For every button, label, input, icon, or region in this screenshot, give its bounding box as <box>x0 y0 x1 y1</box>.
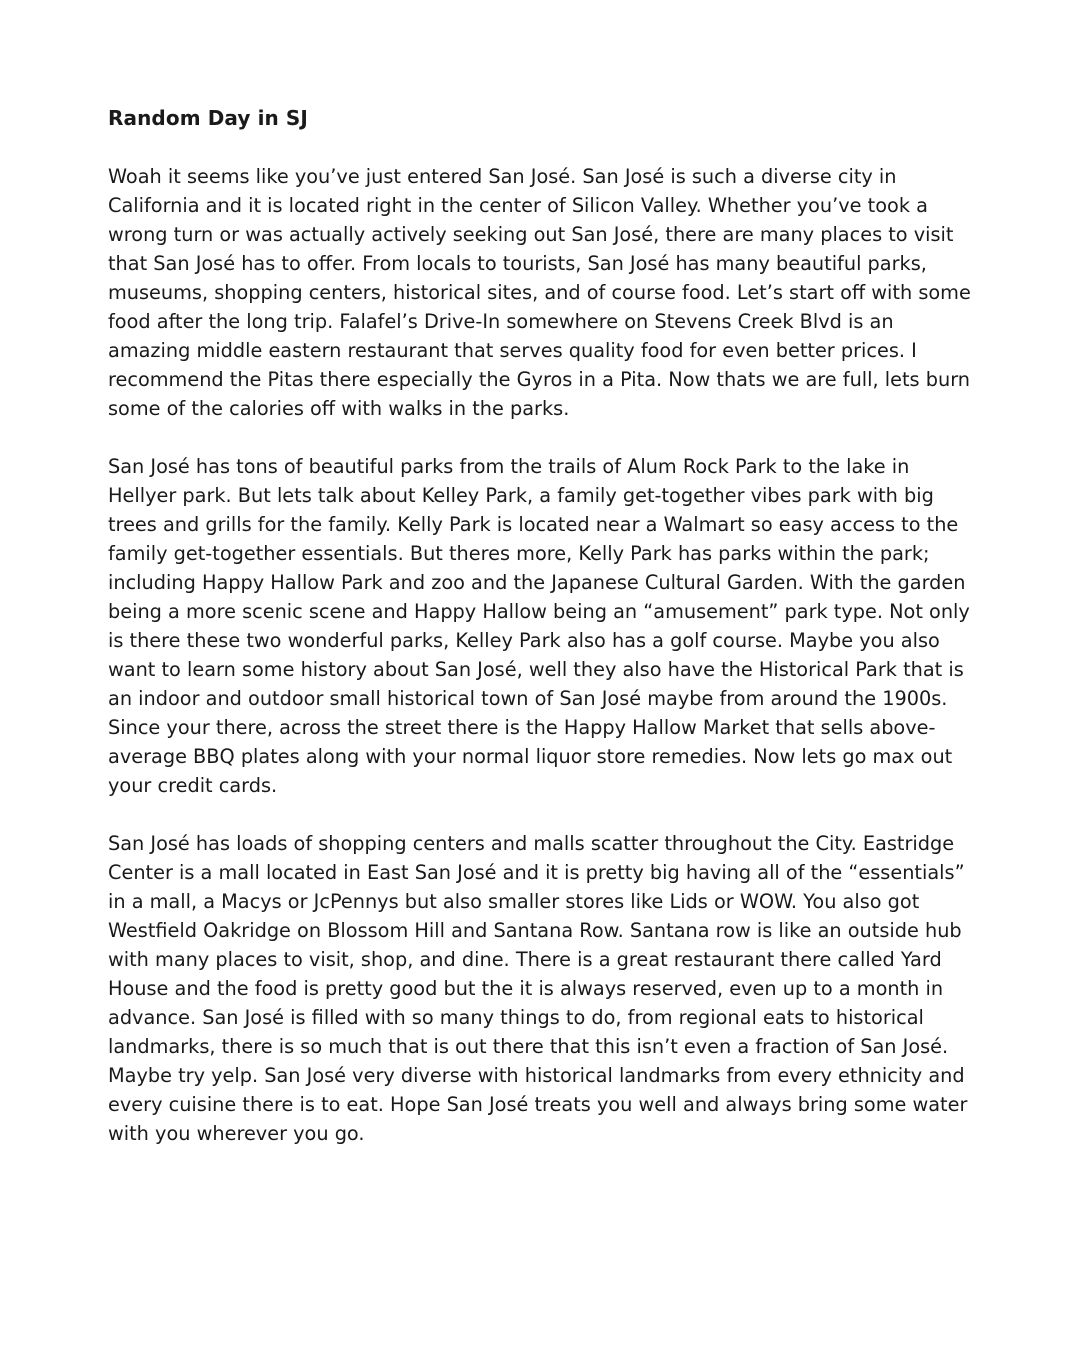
paragraph-parks: San José has tons of beautiful parks from the trails of Alum Rock Park to the lake in Hellyer park. But lets talk about Kelley Park, a family get-together vibes park with big trees and grills for the family. Kelly Park is located near a Walmart so easy access to the family get-together essentials. But theres more, Kelly Park has parks within the park; including Happy Hallow Park and zoo and the Japanese Cultural Garden. With the garden being a more scenic scene and Happy Hallow being an “amusement” park type. Not only is there these two wonderful parks, Kelley Park also has a golf course. Maybe you also want to learn some history about San José, well they also have the Historical Park that is an indoor and outdoor small historical town of San José maybe from around the 1900s. Since your there, across the street there is the Happy Hallow Market that sells above-average BBQ plates along with your normal liquor store remedies. Now lets go max out your credit cards. <box>108 455 970 797</box>
paragraph-intro: Woah it seems like you’ve just entered San José. San José is such a diverse city in California and it is located right in the center of Silicon Valley. Whether you’ve took a wrong turn or was actually actively seeking out San José, there are many places to visit that San José has to offer. From locals to tourists, San José has many beautiful parks, museums, shopping centers, historical sites, and of course food. Let’s start off with some food after the long trip. Falafel’s Drive-In somewhere on Stevens Creek Blvd is an amazing middle eastern restaurant that serves quality food for even better prices. I recommend the Pitas there especially the Gyros in a Pita. Now thats we are full, lets burn some of the calories off with walks in the parks. <box>108 165 971 420</box>
document-title: Random Day in SJ <box>108 106 308 130</box>
document-page <box>108 104 976 1148</box>
paragraph-shopping: San José has loads of shopping centers and malls scatter throughout the City. Eastridge Center is a mall located in East San José and it is pretty big having all of the “essentials” in a mall, a Macys or JcPennys but also smaller stores like Lids or WOW. You also got Westfield Oakridge on Blossom Hill and Santana Row. Santana row is like an outside hub with many places to visit, shop, and dine. There is a great restaurant there called Yard House and the food is pretty good but the it is always reserved, even up to a month in advance. San José is filled with so many things to do, from regional eats to historical landmarks, there is so much that is out there that this isn’t even a fraction of San José. Maybe try yelp. San José very diverse with historical landmarks from every ethnicity and every cuisine there is to eat. Hope San José treats you well and always bring some water with you wherever you go. <box>108 832 968 1145</box>
